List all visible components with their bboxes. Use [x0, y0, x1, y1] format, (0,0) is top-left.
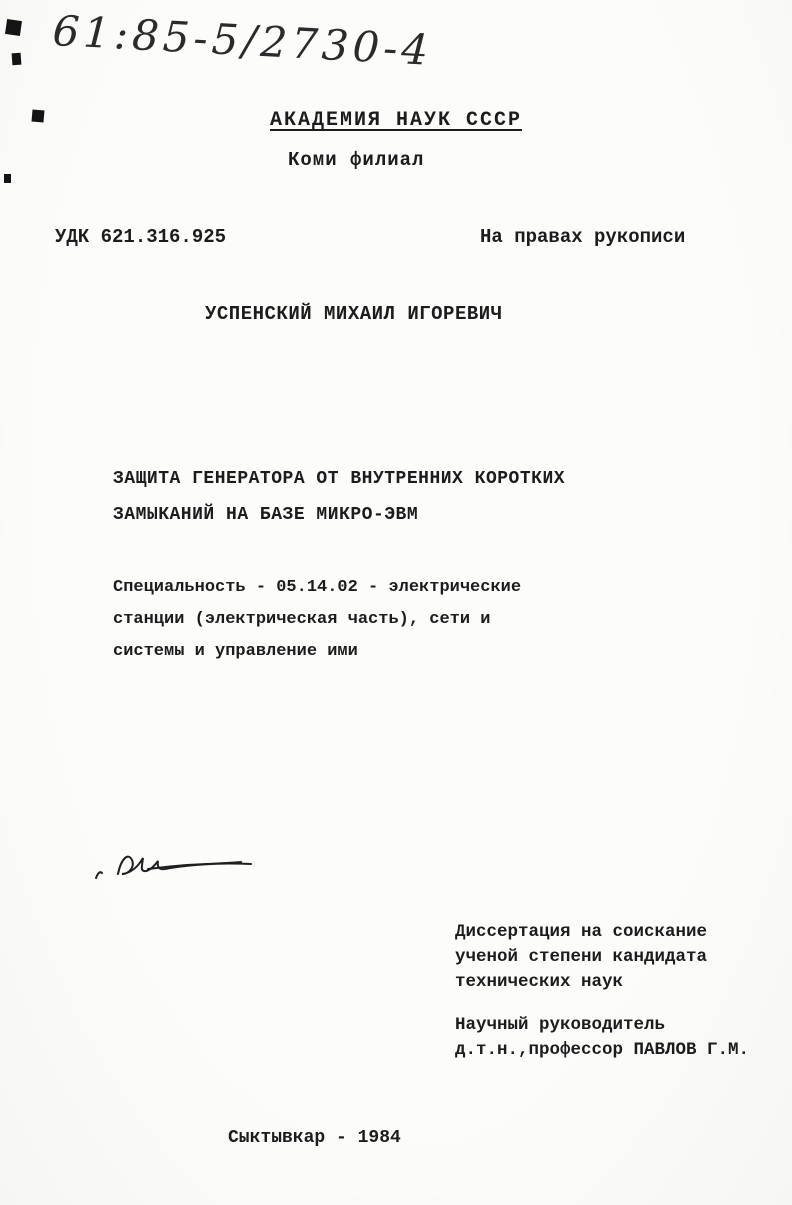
author-name: УСПЕНСКИЙ МИХАИЛ ИГОРЕВИЧ: [205, 303, 503, 325]
dissertation-purpose-line: технических наук: [455, 972, 624, 992]
scan-artifact: [12, 53, 22, 66]
city-year: Сыктывкар - 1984: [228, 1128, 401, 1148]
advisor-block: [455, 1013, 749, 1063]
dissertation-title: [113, 461, 565, 533]
specialty-line: станции (электрическая часть), сети и: [113, 610, 491, 629]
dissertation-title-line: ЗАЩИТА ГЕНЕРАТОРА ОТ ВНУТРЕННИХ КОРОТКИХ: [113, 469, 566, 489]
specialty-line: Специальность - 05.14.02 - электрические: [113, 578, 522, 597]
scan-artifact: [4, 174, 11, 183]
dissertation-purpose-line: Диссертация на соискание: [455, 922, 708, 942]
dissertation-note-block: [455, 920, 749, 1063]
specialty-block: [113, 572, 521, 668]
advisor-line: Научный руководитель: [455, 1015, 666, 1035]
branch-name: Коми филиал: [288, 149, 425, 171]
dissertation-purpose-line: ученой степени кандидата: [455, 947, 708, 967]
manuscript-rights-note: На правах рукописи: [480, 226, 686, 248]
specialty-line: системы и управление ими: [113, 642, 358, 661]
advisor-line: д.т.н.,профессор ПАВЛОВ Г.М.: [455, 1040, 750, 1060]
handwritten-catalog-number: 61:85-5/2730-4: [51, 6, 434, 75]
signature: [88, 838, 263, 888]
udk-number: УДК 621.316.925: [55, 226, 227, 248]
institution-name: АКАДЕМИЯ НАУК СССР: [269, 109, 523, 132]
dissertation-purpose: [455, 920, 749, 995]
scan-artifact: [5, 19, 22, 36]
dissertation-title-line: ЗАМЫКАНИЙ НА БАЗЕ МИКРО-ЭВМ: [113, 505, 419, 525]
